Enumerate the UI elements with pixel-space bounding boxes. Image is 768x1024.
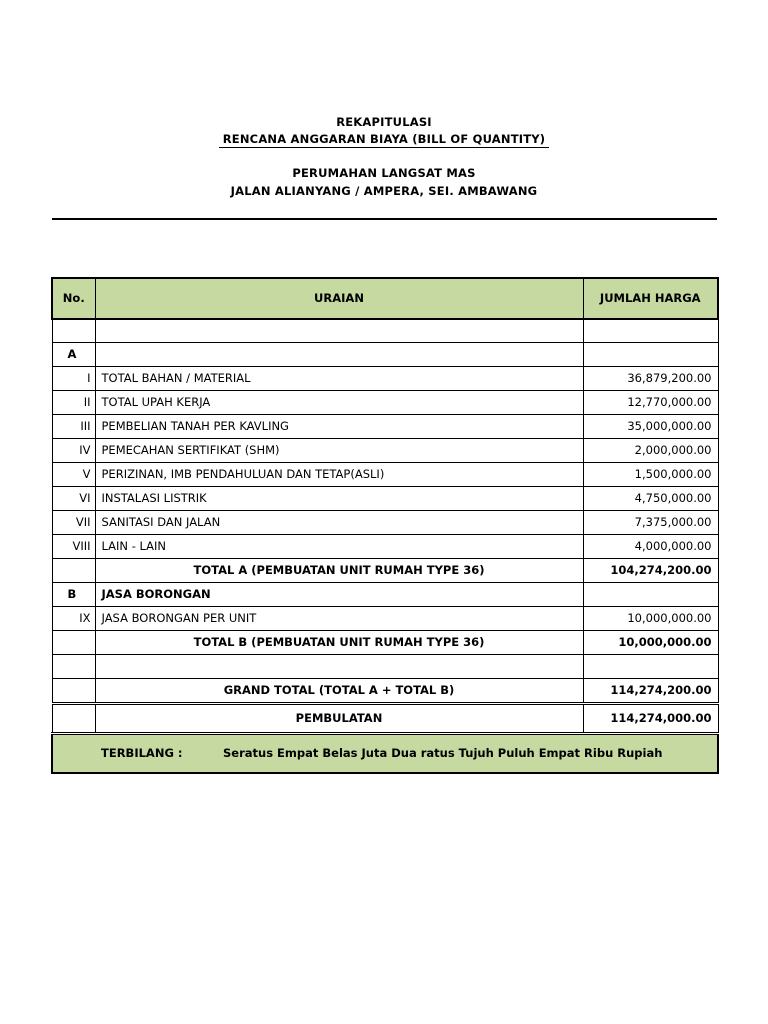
terbilang-row [52,734,718,774]
header-subtitle: RENCANA ANGGARAN BIAYA (BILL OF QUANTITY) [219,132,550,148]
row-uraian: LAIN - LAIN [95,535,583,559]
blank-cell [583,583,718,607]
blank-cell [52,704,95,734]
total-b-row [52,631,718,655]
blank-cell [95,319,583,343]
row-no: II [52,391,95,415]
pembulatan-label: PEMBULATAN [95,704,583,734]
row-uraian: SANITASI DAN JALAN [95,511,583,535]
table-header-row [52,278,718,319]
table-row [52,535,718,559]
section-a-row [52,343,718,367]
row-jumlah: 4,750,000.00 [583,487,718,511]
section-b-row [52,583,718,607]
row-no: III [52,415,95,439]
terbilang-text: Seratus Empat Belas Juta Dua ratus Tujuh Puluh Empat Ribu Rupiah [223,746,663,760]
total-a-value: 104,274,200.00 [583,559,718,583]
header-title: REKAPITULASI [336,115,432,129]
col-header-no: No. [52,278,95,319]
row-jumlah: 35,000,000.00 [583,415,718,439]
table-row [52,415,718,439]
blank-cell [95,655,583,679]
row-jumlah: 10,000,000.00 [583,607,718,631]
boq-summary-table [51,277,719,774]
row-uraian: TOTAL UPAH KERJA [95,391,583,415]
col-header-jumlah: JUMLAH HARGA [583,278,718,319]
row-jumlah: 7,375,000.00 [583,511,718,535]
blank-cell [52,631,95,655]
blank-cell [583,655,718,679]
row-no: VIII [52,535,95,559]
row-no: IV [52,439,95,463]
blank-cell [52,319,95,343]
blank-cell [583,343,718,367]
table-row [52,391,718,415]
row-uraian: PERIZINAN, IMB PENDAHULUAN DAN TETAP(ASLI) [95,463,583,487]
grand-total-label: GRAND TOTAL (TOTAL A + TOTAL B) [95,679,583,704]
row-jumlah: 1,500,000.00 [583,463,718,487]
grand-total-row [52,679,718,704]
header-subtitle-wrap [0,131,768,147]
row-no: VI [52,487,95,511]
row-jumlah: 36,879,200.00 [583,367,718,391]
row-no: I [52,367,95,391]
blank-cell [52,559,95,583]
blank-cell [583,319,718,343]
table-row [52,439,718,463]
header-project-name: PERUMAHAN LANGSAT MAS [292,166,476,180]
row-uraian: JASA BORONGAN PER UNIT [95,607,583,631]
row-no: V [52,463,95,487]
row-jumlah: 2,000,000.00 [583,439,718,463]
header-divider [52,218,717,220]
row-uraian: TOTAL BAHAN / MATERIAL [95,367,583,391]
table-row [52,367,718,391]
pembulatan-row [52,704,718,734]
table-row [52,511,718,535]
row-jumlah: 4,000,000.00 [583,535,718,559]
header-project-address: JALAN ALIANYANG / AMPERA, SEI. AMBAWANG [230,184,538,198]
row-no: IX [52,607,95,631]
row-jumlah: 12,770,000.00 [583,391,718,415]
total-a-label: TOTAL A (PEMBUATAN UNIT RUMAH TYPE 36) [95,559,583,583]
blank-row [52,655,718,679]
terbilang-cell [52,734,718,774]
section-a-label: A [52,343,95,367]
section-b-label: B [52,583,95,607]
row-uraian: PEMECAHAN SERTIFIKAT (SHM) [95,439,583,463]
terbilang-label: TERBILANG : [101,746,183,760]
blank-cell [52,679,95,704]
row-no: VII [52,511,95,535]
total-a-row [52,559,718,583]
row-uraian: INSTALASI LISTRIK [95,487,583,511]
total-b-label: TOTAL B (PEMBUATAN UNIT RUMAH TYPE 36) [95,631,583,655]
col-header-uraian: URAIAN [95,278,583,319]
blank-cell [95,343,583,367]
section-b-title: JASA BORONGAN [95,583,583,607]
grand-total-value: 114,274,200.00 [583,679,718,704]
table-row [52,607,718,631]
pembulatan-value: 114,274,000.00 [583,704,718,734]
table-row [52,487,718,511]
blank-row [52,319,718,343]
total-b-value: 10,000,000.00 [583,631,718,655]
row-uraian: PEMBELIAN TANAH PER KAVLING [95,415,583,439]
blank-cell [52,655,95,679]
table-row [52,463,718,487]
